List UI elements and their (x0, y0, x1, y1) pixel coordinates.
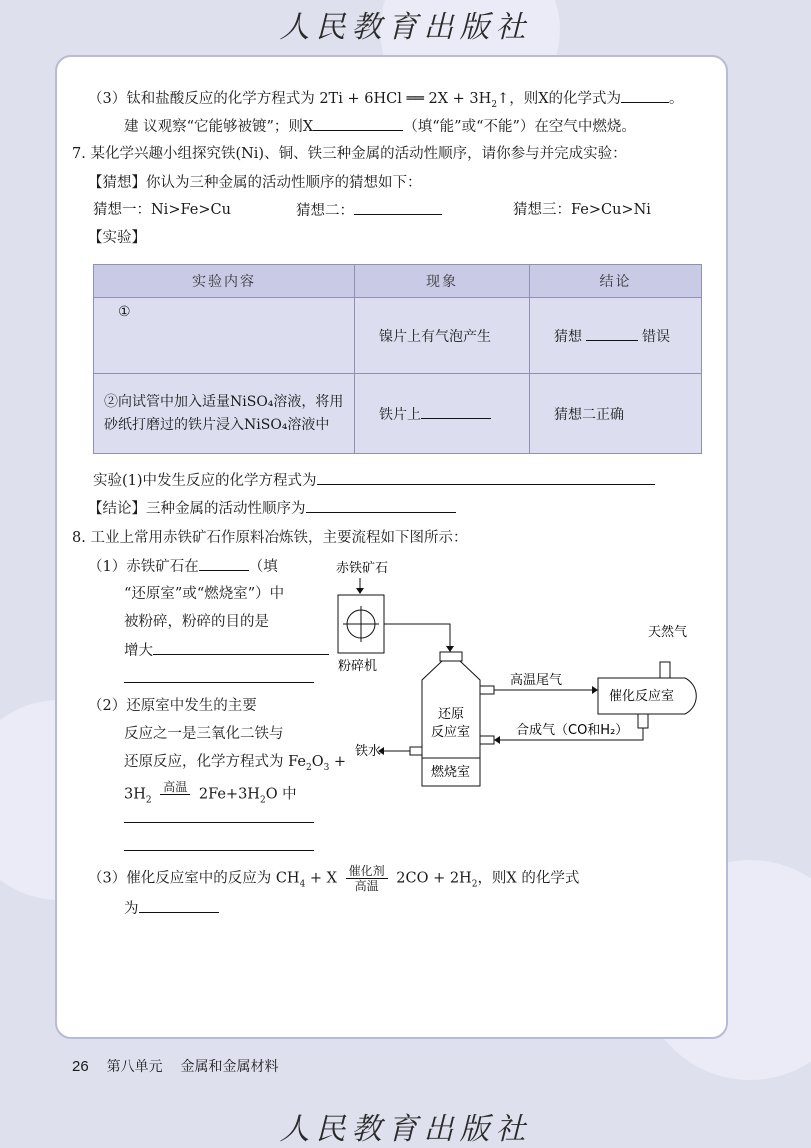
reducer-label: 反应室 (431, 725, 471, 740)
catalyst-label: 催化反应室 (609, 689, 675, 704)
q7-stem: 7. 某化学兴趣小组探究铁(Ni)、铜、铁三种金属的活动性顺序，请你参与并完成实验： (72, 146, 627, 162)
q8-blank (124, 836, 314, 857)
q8-blank (124, 808, 314, 829)
table-cell: 镍片上有气泡产生 (355, 298, 530, 374)
reducer-label: 还原 (438, 707, 465, 722)
table-cell: 猜想二正确 (530, 374, 702, 454)
publisher-header: 人民教育出版社 (279, 10, 532, 45)
table-header: 实验内容 (94, 265, 355, 298)
experiment-table (93, 264, 702, 454)
table-cell: 铁片上 (355, 374, 530, 454)
iron-label: 铁水 (355, 744, 382, 759)
q8-sub2-cont: 反应之一是三氧化二铁与 (124, 726, 284, 742)
natgas-label: 天然气 (648, 625, 688, 640)
syngas-label: 合成气（CO和H₂） (516, 723, 629, 738)
q7-guess-intro: 【猜想】你认为三种金属的活动性顺序的猜想如下： (88, 175, 422, 191)
q8-stem: 8. 工业上常用赤铁矿石作原料冶炼铁，主要流程如下图所示： (72, 530, 468, 546)
q8-sub1-cont: 被粉碎，粉碎的目的是 (124, 614, 269, 630)
burner-label: 燃烧室 (431, 765, 471, 780)
unit-label: 第八单元 (106, 1058, 163, 1074)
q8-sub3-cont: 为 (124, 898, 219, 919)
q8-sub1-cont: “还原室”或“燃烧室”）中 (124, 586, 285, 602)
q7-equation: 实验(1)中发生反应的化学方程式为 (93, 470, 655, 491)
table-header: 现象 (355, 265, 530, 298)
ore-label: 赤铁矿石 (336, 561, 389, 576)
table-header: 结论 (530, 265, 702, 298)
publisher-footer: 人民教育出版社 (279, 1112, 532, 1147)
tailgas-label: 高温尾气 (510, 673, 563, 688)
q8-sub2: （2）还原室中发生的主要 (88, 698, 257, 714)
q8-sub2-eq: $3H_2$ 高温 $2Fe+3H_2O$ 中 (124, 780, 297, 806)
q6-line2: 建 议观察“它能够被镀”；则X （填“能”或“不能”）在空气中燃烧。 (124, 116, 636, 137)
experiment-label: 【实验】 (88, 230, 146, 246)
guess-two: 猜想二： (296, 200, 442, 221)
guess-one: 猜想一：Ni>Fe>Cu (93, 202, 231, 218)
guess-three: 猜想三：Fe>Cu>Ni (513, 202, 651, 218)
page-number: 26 (72, 1058, 89, 1075)
page-footer (72, 1056, 278, 1076)
q8-blank (124, 668, 314, 689)
q8-sub1-cont: 增大 (124, 640, 329, 661)
reducer-neck (440, 652, 462, 661)
q8-sub1: （1）赤铁矿石在 （填 (88, 556, 278, 577)
unit-title: 金属和金属材料 (180, 1058, 279, 1074)
process-diagram (330, 558, 720, 798)
table-cell: 猜想 错误 (530, 298, 702, 374)
q6-line1: （3）钛和盐酸反应的化学方程式为 2Ti + 6HCl ══ $2X + 3H_2↑$，则X的化学式为 。 (88, 88, 684, 115)
table-cell: ① (94, 298, 355, 374)
q8-sub3: （3）催化反应室中的反应为 $CH_4 + X$ $\frac{\text{催化剂}}{\text{高温}}$ $2CO + 2H_2$，则X 的化学式 (88, 864, 580, 893)
q8-sub2-cont: 还原反应，化学方程式为 $Fe_2O_3$ + (124, 754, 347, 773)
crusher-label: 粉碎机 (338, 659, 378, 674)
q7-conclusion: 【结论】三种金属的活动性顺序为 (88, 498, 456, 519)
table-cell: ②向试管中加入适量NiSO₄溶液，将用砂纸打磨过的铁片浸入NiSO₄溶液中 (94, 374, 355, 454)
